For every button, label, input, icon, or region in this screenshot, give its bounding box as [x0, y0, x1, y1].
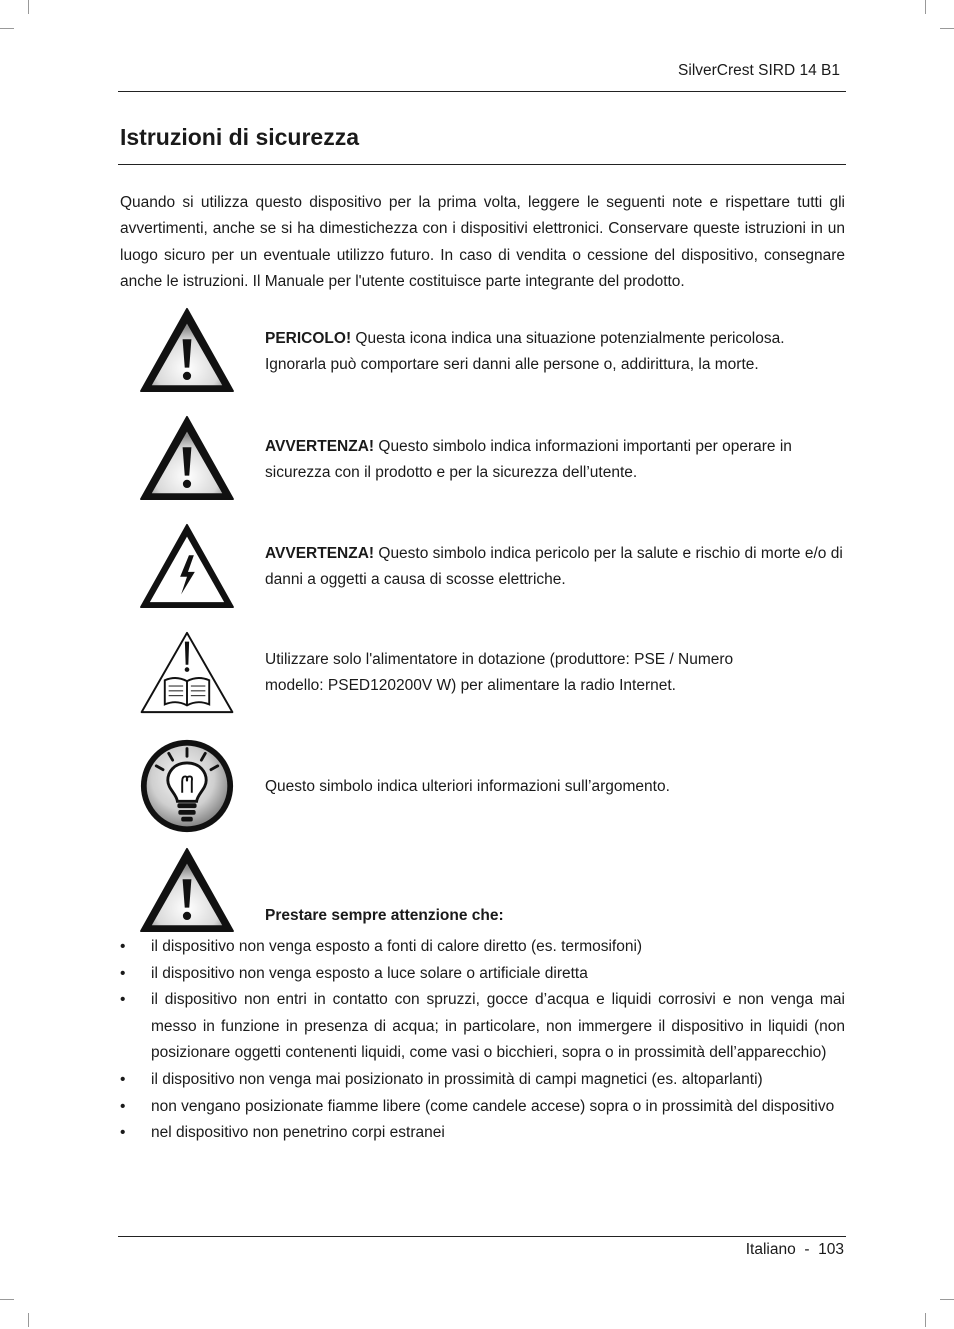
crop-mark	[940, 28, 954, 29]
crop-mark	[0, 28, 14, 29]
crop-mark	[0, 1299, 14, 1300]
attention-list	[120, 934, 845, 1147]
warning-triangle-icon	[138, 414, 236, 502]
list-item: • il dispositivo non venga esposto a luce solare o artificiale diretta	[120, 961, 845, 988]
read-manual-icon	[138, 630, 236, 715]
notice-label: AVVERTENZA!	[265, 438, 375, 455]
page-number: 103	[818, 1241, 844, 1258]
attention-heading: Prestare sempre attenzione che:	[265, 907, 504, 924]
list-item: • non vengano posizionate fiamme libere (come candele accese) sopra o in prossimità del dispositivo	[120, 1094, 845, 1121]
bullet-icon: •	[120, 991, 126, 1009]
header-rule	[118, 91, 846, 92]
footer-separator: -	[804, 1241, 810, 1258]
bullet-icon: •	[120, 1097, 126, 1115]
title-rule	[118, 164, 846, 165]
bullet-icon: •	[120, 1070, 126, 1088]
bullet-icon: •	[120, 964, 126, 982]
page-footer	[746, 1241, 844, 1259]
bullet-icon: •	[120, 938, 126, 955]
notice-text: AVVERTENZA! Questo simbolo indica pericolo per la salute e rischio di morte e/o di danni a oggetti a causa di scosse elettriche.	[265, 545, 843, 589]
intro-paragraph: Quando si utilizza questo dispositivo per la prima volta, leggere le seguenti note e rispettare tutti gli avvertimenti, anche se si ha dimestichezza con i dispositivi elettronici. Conservare queste istruzioni in un luogo sicuro per un eventuale utilizzo futuro. In caso di vendita o cessione del dispositivo, consegnare anche le istruzioni. Il Manuale per l'utente costituisce parte integrante del prodotto.	[120, 194, 845, 290]
crop-mark	[940, 1299, 954, 1300]
header-product-name: SilverCrest SIRD 14 B1	[678, 62, 840, 79]
footer-language: Italiano	[745, 1241, 796, 1258]
notice-text: Questo simbolo indica ulteriori informazioni sull’argomento.	[265, 778, 670, 795]
list-item: • il dispositivo non venga esposto a fonti di calore diretto (es. termosifoni)	[120, 934, 845, 961]
electric-shock-icon	[138, 522, 236, 610]
danger-triangle-icon	[138, 306, 236, 394]
list-item: • il dispositivo non venga mai posizionato in prossimità di campi magnetici (es. altoparlanti)	[120, 1067, 845, 1094]
crop-mark	[925, 0, 926, 14]
list-item: • il dispositivo non entri in contatto con spruzzi, gocce d’acqua e liquidi corrosivi e non venga mai messo in funzione in presenza di acqua; in particolare, non immergere il dispositivo in liquidi (non posizionare oggetti contenenti liquidi, come vasi o bicchieri, sopra o in prossimità dell’apparecchio)	[120, 987, 845, 1067]
lightbulb-info-icon	[138, 738, 236, 834]
bullet-icon: •	[120, 1124, 126, 1142]
crop-mark	[925, 1313, 926, 1327]
notice-label: PERICOLO!	[265, 330, 352, 347]
page-title: Istruzioni di sicurezza	[120, 124, 359, 150]
notice-text: PERICOLO! Questa icona indica una situazione potenzialmente pericolosa. Ignorarla può comportare seri danni alle persone o, addirittura, la morte.	[265, 330, 785, 374]
crop-mark	[28, 0, 29, 14]
footer-rule	[118, 1236, 846, 1237]
list-item: • nel dispositivo non penetrino corpi estranei	[120, 1120, 845, 1147]
crop-mark	[28, 1313, 29, 1327]
notice-label: AVVERTENZA!	[265, 545, 375, 562]
caution-triangle-icon	[138, 846, 236, 934]
notice-text: AVVERTENZA! Questo simbolo indica informazioni importanti per operare in sicurezza con il prodotto e per la sicurezza dell’utente.	[265, 438, 792, 482]
notice-text: Utilizzare solo l'alimentatore in dotazione (produttore: PSE / Numero modello: PSED120200V W) per alimentare la radio Internet.	[265, 651, 734, 695]
